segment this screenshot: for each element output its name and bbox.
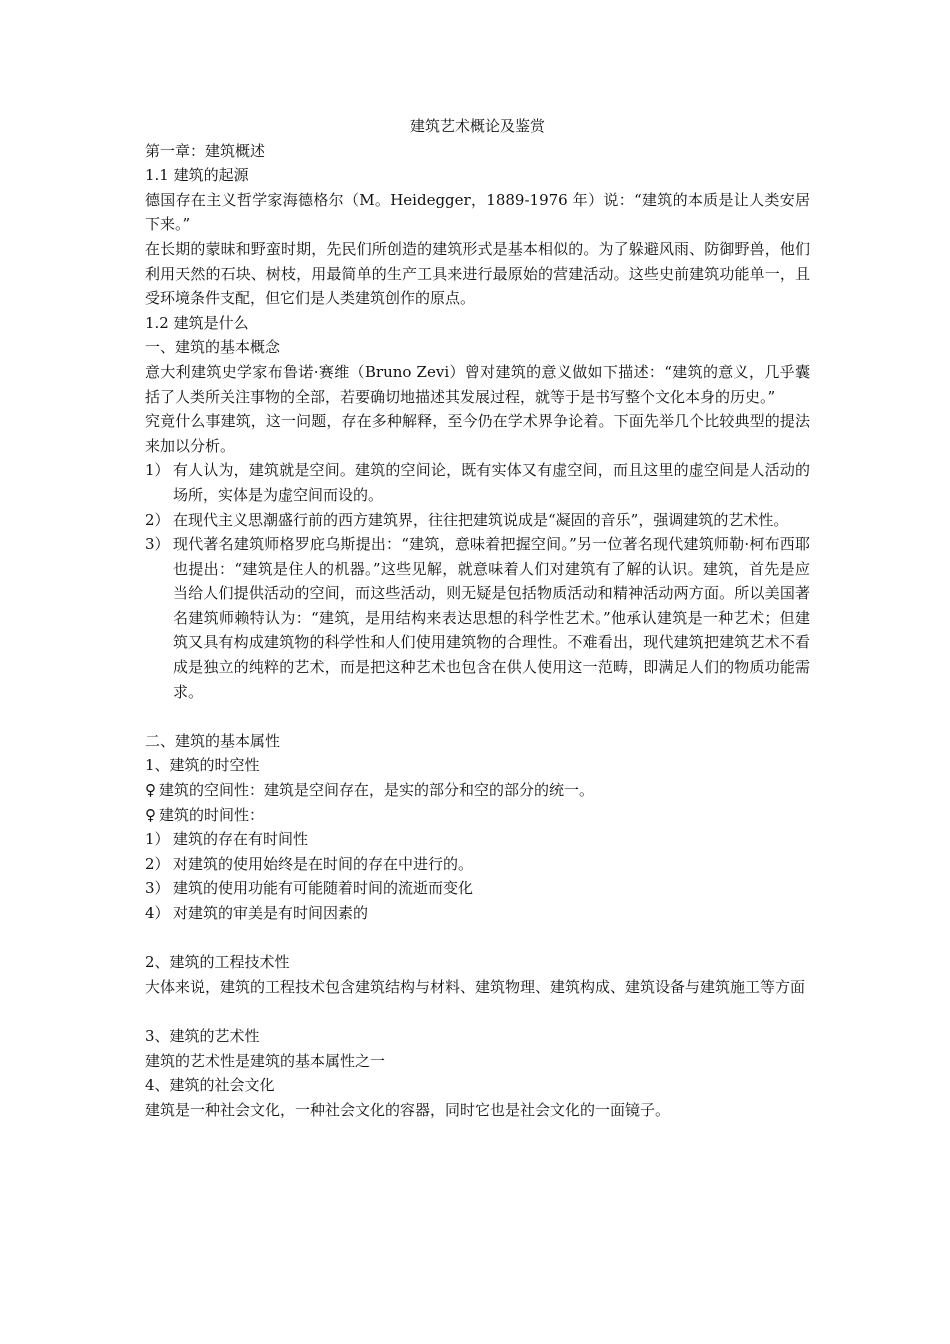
subheading-artistry: 3、建筑的艺术性 bbox=[145, 1026, 260, 1045]
list-text: 有人认为，建筑就是空间。建筑的空间论，既有实体又有虚空间，而且这里的虚空间是人活动的场所，实体是为虚空间而设的。 bbox=[173, 461, 810, 504]
list-text: 在现代主义思潮盛行前的西方建筑界，往往把建筑说成是“凝固的音乐”，强调建筑的艺术性。 bbox=[173, 510, 789, 529]
document-page bbox=[145, 114, 810, 1122]
list-number: 2） bbox=[145, 510, 170, 529]
list-item bbox=[145, 901, 810, 926]
chapter-heading: 第一章：建筑概述 bbox=[145, 141, 266, 160]
blank-line bbox=[145, 999, 810, 1024]
list-text: 现代著名建筑师格罗庇乌斯提出：“建筑，意味着把握空间。”另一位著名现代建筑师勒·柯布西耶也提出：“建筑是住人的机器。”这些见解，就意味着人们对建筑有了解的认识。建筑，首先是应当给人们提供活动的空间，而这些活动，则无疑是包括物质活动和精神活动两方面。所以美国著名建筑师赖特认为：“建筑，是用结构来表达思想的科学性艺术。”他承认建筑是一种艺术；但建筑又具有构成建筑物的科学性和人们使用建筑物的合理性。不难看出，现代建筑把建筑艺术不看成是独立的纯粹的艺术，而是把这种艺术也包含在供人使用这一范畴，即满足人们的物质功能需求。 bbox=[173, 535, 810, 701]
list-item bbox=[145, 458, 810, 507]
female-sign-bullet-icon: ♀ bbox=[145, 805, 156, 824]
subheading-basic-concept: 一、建筑的基本概念 bbox=[145, 338, 281, 357]
list-text: 对建筑的使用始终是在时间的存在中进行的。 bbox=[173, 854, 474, 873]
paragraph-engineering: 大体来说，建筑的工程技术包含建筑结构与材料、建筑物理、建筑构成、建筑设备与建筑施工等方面 bbox=[145, 977, 806, 996]
paragraph-what-is-architecture: 究竟什么事建筑，这一问题，存在多种解释，至今仍在学术界争论着。下面先举几个比较典型的提法来加以分析。 bbox=[145, 412, 810, 455]
paragraph-social-culture: 建筑是一种社会文化，一种社会文化的容器，同时它也是社会文化的一面镜子。 bbox=[145, 1100, 671, 1119]
blank-line bbox=[145, 704, 810, 729]
list-text: 建筑的存在有时间性 bbox=[173, 830, 309, 849]
bullet-text: 建筑的空间性：建筑是空间存在，是实的部分和空的部分的统一。 bbox=[159, 781, 595, 800]
document-title: 建筑艺术概论及鉴赏 bbox=[409, 117, 545, 135]
list-number: 2） bbox=[145, 854, 170, 873]
blank-line bbox=[145, 926, 810, 951]
bullet-spatiality bbox=[145, 778, 810, 803]
list-item bbox=[145, 508, 810, 533]
female-sign-bullet-icon: ♀ bbox=[145, 781, 156, 800]
subheading-engineering: 2、建筑的工程技术性 bbox=[145, 953, 290, 972]
paragraph-zevi: 意大利建筑史学家布鲁诺·赛维（Bruno Zevi）曾对建筑的意义做如下描述：“建筑的意义，几乎囊括了人类所关注事物的全部，若要确切地描述其发展过程，就等于是书写整个文化本身的历史。” bbox=[145, 362, 810, 406]
list-item bbox=[145, 827, 810, 852]
paragraph-heidegger: 德国存在主义哲学家海德格尔（M。Heidegger，1889-1976 年）说：“建筑的本质是让人类安居下来。” bbox=[145, 190, 810, 234]
paragraph-artistry: 建筑的艺术性是建筑的基本属性之一 bbox=[145, 1051, 386, 1070]
section-heading-1-2: 1.2 建筑是什么 bbox=[145, 313, 249, 332]
list-item bbox=[145, 852, 810, 877]
bullet-text: 建筑的时间性： bbox=[159, 805, 265, 824]
list-item bbox=[145, 532, 810, 704]
list-text: 建筑的使用功能有可能随着时间的流逝而变化 bbox=[173, 879, 474, 898]
list-item bbox=[145, 876, 810, 901]
section-heading-1-1: 1.1 建筑的起源 bbox=[145, 166, 249, 185]
subheading-spacetime: 1、建筑的时空性 bbox=[145, 756, 260, 775]
list-text: 对建筑的审美是有时间因素的 bbox=[173, 904, 369, 922]
list-number: 1） bbox=[145, 830, 170, 849]
section-heading-attributes: 二、建筑的基本属性 bbox=[145, 731, 281, 750]
list-number: 1） bbox=[145, 461, 170, 480]
subheading-social-culture: 4、建筑的社会文化 bbox=[145, 1076, 275, 1095]
paragraph-origin: 在长期的蒙昧和野蛮时期，先民们所创造的建筑形式是基本相似的。为了躲避风雨、防御野兽，他们利用天然的石块、树枝，用最简单的生产工具来进行最原始的营建活动。这些史前建筑功能单一，且受环境条件支配，但它们是人类建筑创作的原点。 bbox=[145, 239, 810, 308]
list-number: 3） bbox=[145, 535, 170, 554]
list-number: 3） bbox=[145, 879, 170, 898]
list-number: 4） bbox=[145, 904, 170, 922]
bullet-temporality bbox=[145, 803, 810, 828]
